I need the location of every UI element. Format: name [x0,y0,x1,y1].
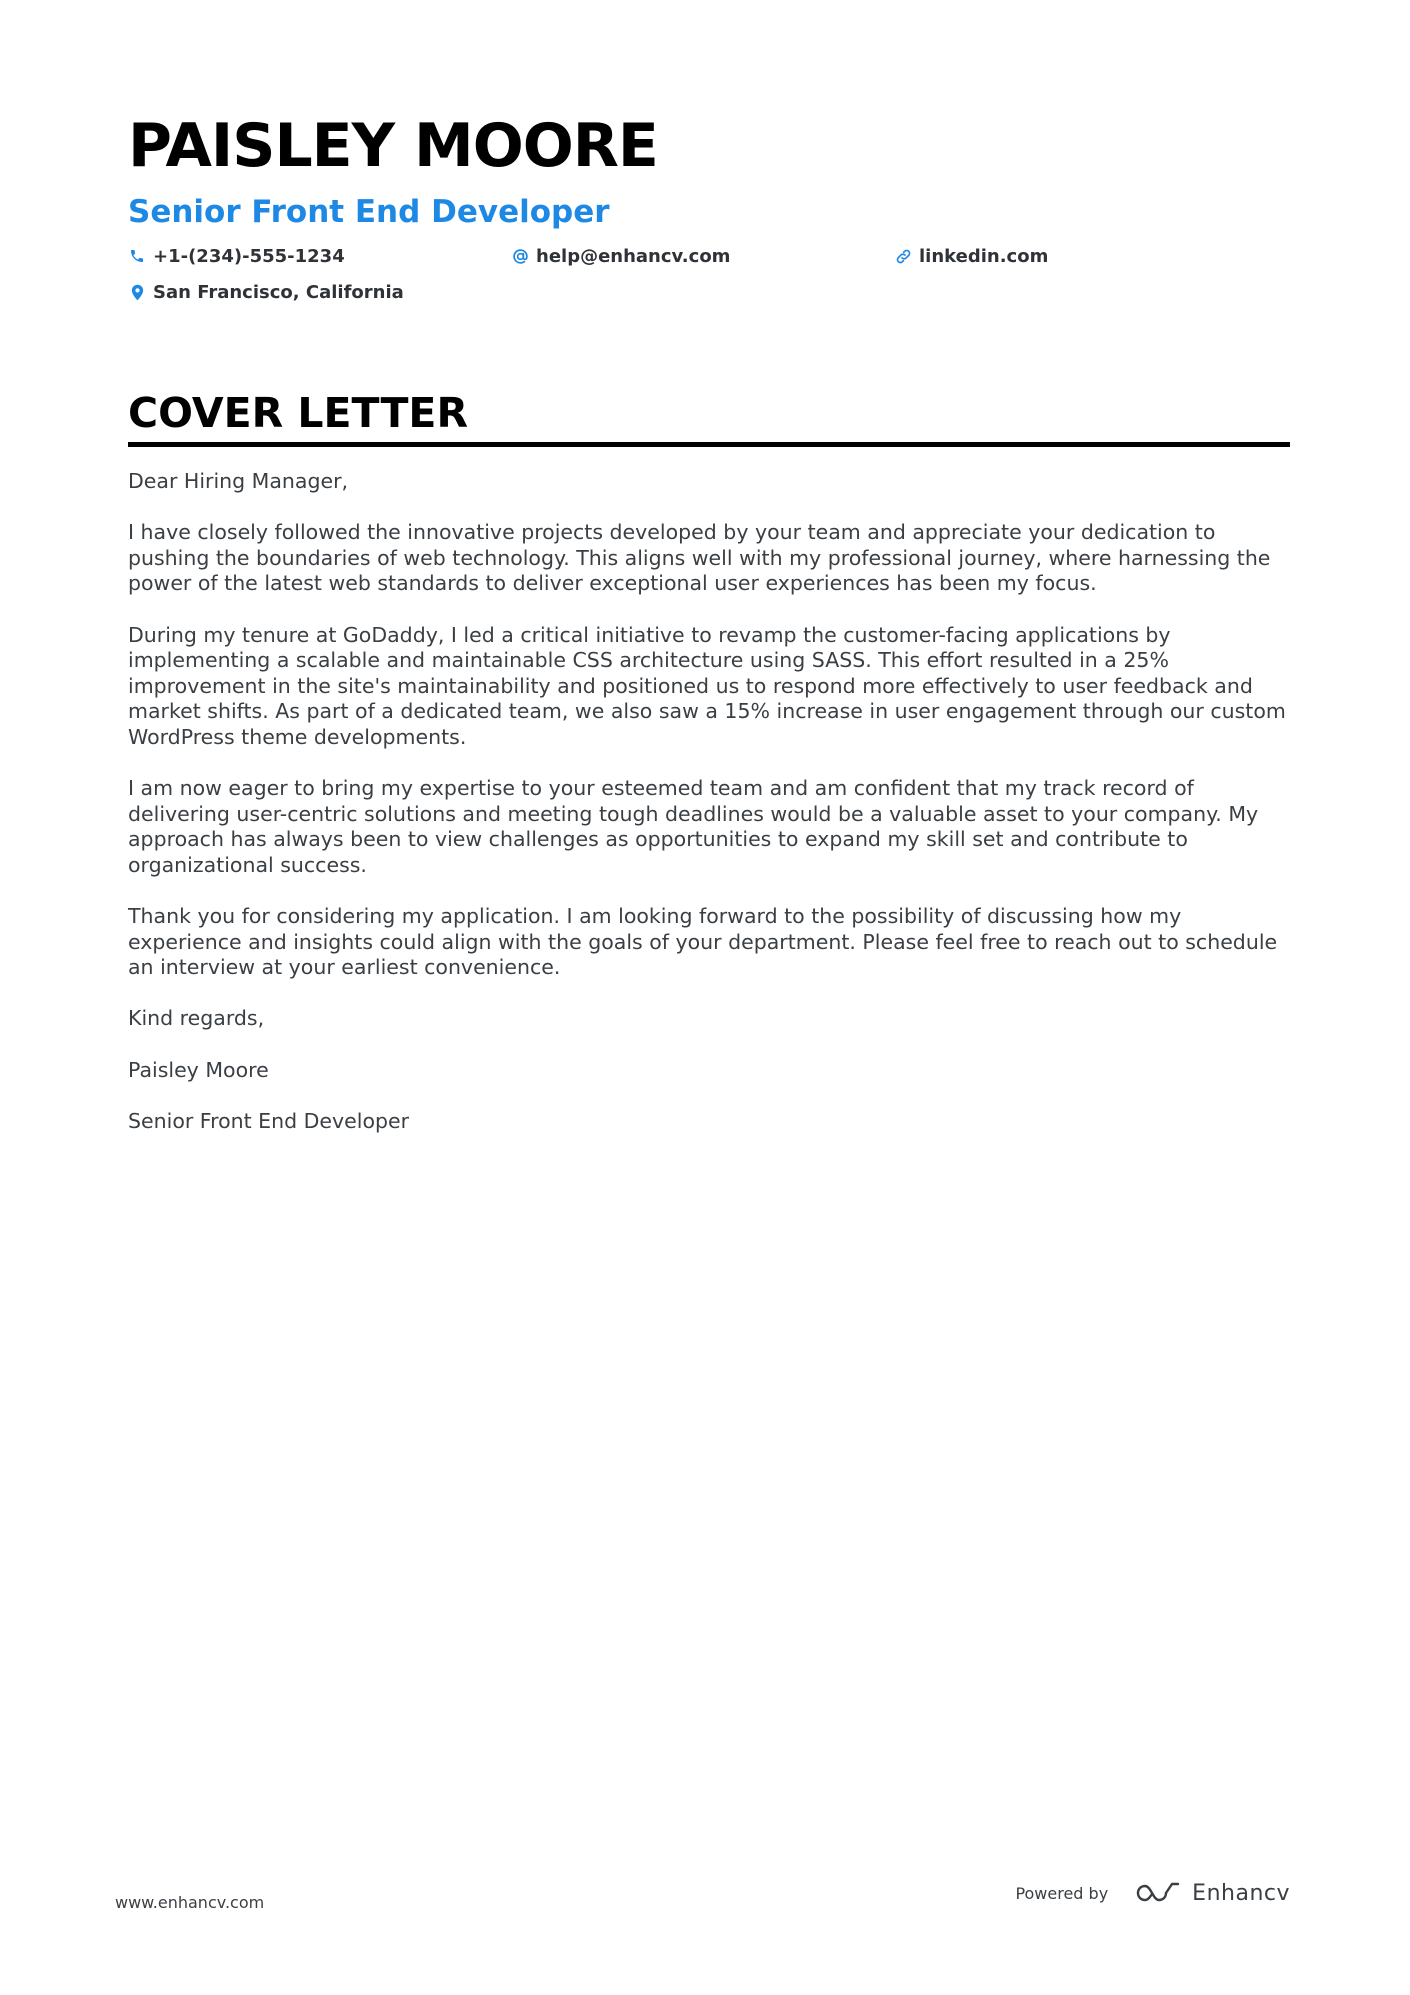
contact-location [128,280,511,304]
letter-body [128,469,1290,1134]
letter-paragraph: I am now eager to bring my expertise to your esteemed team and am confident that my track record of delivering user-centric solutions and meeting tough deadlines would be a valuable asset to your company. My approach has always been to view challenges as opportunities to expand my skill set and contribute to organizational success. [128,776,1259,877]
contact-phone-text: +1-(234)-555-1234 [153,245,345,267]
contact-location-text: San Francisco, California [153,281,404,303]
letter-paragraph: During my tenure at GoDaddy, I led a critical initiative to revamp the customer-facing applications by implementing a scalable and maintainable CSS architecture using SASS. This effort resulted in a 25% improvement in the site's maintainability and positioned us to respond more effectively to user feedback and market shifts. As part of a dedicated team, we also saw a 15% increase in user engagement through our custom WordPress theme developments. [128,622,1286,749]
contact-linkedin-text: linkedin.com [919,245,1049,267]
contact-phone[interactable] [128,244,511,268]
footer-website-link[interactable]: www.enhancv.com [115,1893,265,1912]
signature-title: Senior Front End Developer [128,1108,410,1133]
powered-by-label: Powered by [1015,1883,1109,1903]
enhancv-logo-text: Enhancv [1192,1880,1290,1906]
signature-name: Paisley Moore [128,1057,269,1082]
contact-email[interactable] [511,244,894,268]
contact-linkedin[interactable] [894,244,1277,268]
enhancv-logo-icon [1134,1880,1180,1906]
letter-greeting: Dear Hiring Manager, [128,469,349,493]
footer-branding[interactable] [1015,1880,1290,1906]
letter-paragraph: I have closely followed the innovative projects developed by your team and appreciate your dedication to pushing the boundaries of web technology. This aligns well with my professional journey, where harnessing the power of the latest web standards to deliver exceptional user experiences has been my focus. [128,520,1271,596]
cover-letter-page [128,110,1290,1160]
phone-icon [128,247,146,265]
applicant-title: Senior Front End Developer [128,194,610,230]
contact-email-text: help@enhancv.com [536,245,731,267]
section-title: COVER LETTER [128,389,469,437]
link-icon [894,247,912,265]
location-pin-icon [128,283,146,301]
letter-closing: Kind regards, [128,1006,265,1031]
at-icon [511,247,529,265]
contact-info [128,244,1290,304]
letter-paragraph: Thank you for considering my application. I am looking forward to the possibility of discussing how my experience and insights could align with the goals of your department. Please feel free to reach out to schedule an interview at your earliest convenience. [128,904,1278,980]
section-divider [128,442,1290,447]
applicant-name: PAISLEY MOORE [128,111,658,181]
enhancv-logo [1134,1880,1290,1906]
